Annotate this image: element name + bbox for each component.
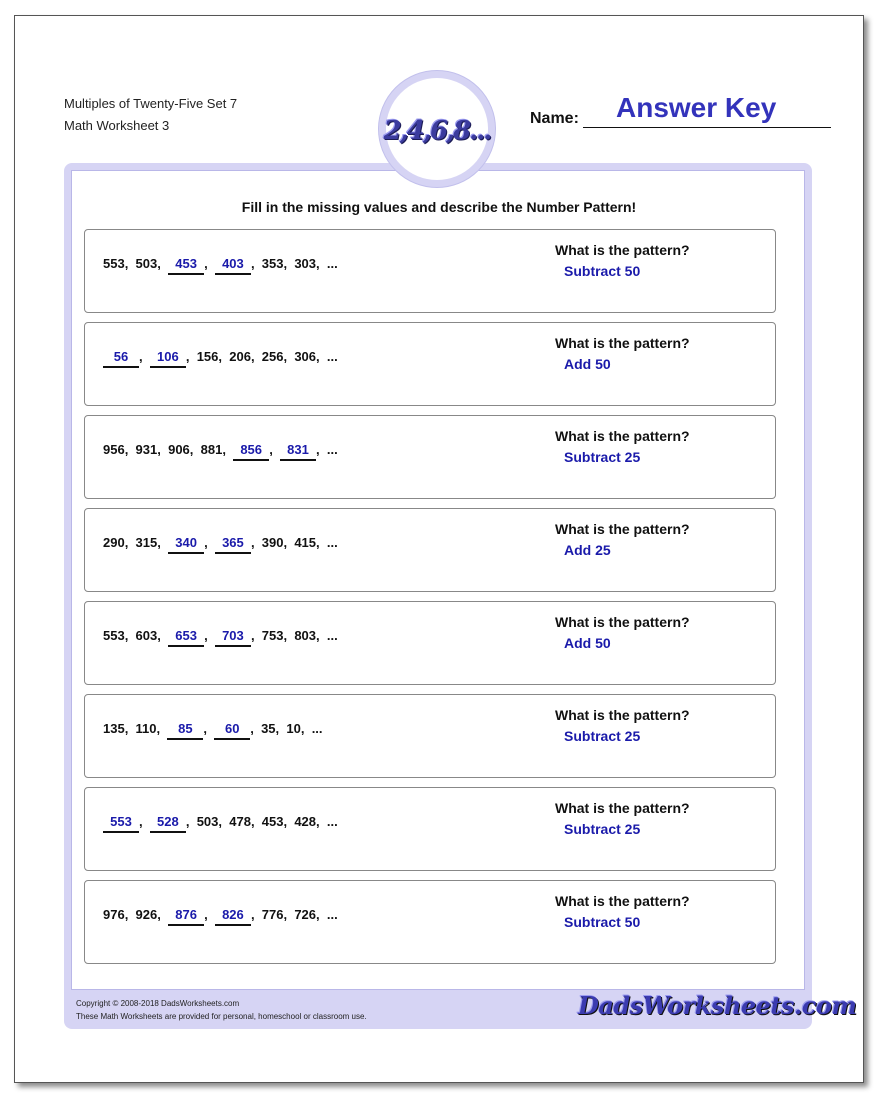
sequence-term: 315 [135,535,158,550]
sequence-term: 206 [229,349,251,364]
sequence-term: 906 [168,442,190,457]
answer-blank[interactable]: 60 [214,721,250,740]
pattern-answer: Add 50 [564,356,611,372]
sequence-ellipsis: ... [326,256,338,271]
worksheet-frame [64,163,857,1029]
sequence-term: 956 [103,442,125,457]
answer-key-title: Answer Key [616,92,777,123]
answer-blank[interactable]: 831 [280,442,316,461]
sequence-term: 303 [294,256,317,271]
number-sequence: 135, 110, 85 , 60 , 35, 10, ... [103,721,323,740]
answer-blank[interactable]: 653 [168,628,204,647]
sequence-term: 415 [294,535,317,550]
sequence-term: 453 [261,814,284,829]
pattern-answer: Subtract 50 [564,914,641,930]
answer-blank[interactable]: 553 [103,814,139,833]
pattern-question: What is the pattern? [555,428,690,444]
problem-card [84,694,776,778]
sequence-term: 156 [196,349,219,364]
answer-blank[interactable]: 856 [233,442,269,461]
sequence-ellipsis: ... [326,442,338,457]
answer-blank[interactable]: 56 [103,349,139,368]
logo-inner [383,78,491,180]
answer-blank[interactable]: 403 [215,256,251,275]
sequence-term: 603 [135,628,158,643]
instructions: Fill in the missing values and describe the Number Pattern! [241,199,637,215]
logo-text: 2,4,6,8... [383,116,491,146]
sequence-term: 256 [261,349,284,364]
worksheet-content [71,170,805,990]
number-sequence: 553 , 528 , 503, 478, 453, 428, ... [103,814,338,833]
sequence-term: 553 [103,256,125,271]
number-sequence: 976, 926, 876 , 826 , 776, 726, ... [103,907,338,926]
worksheet-title: Multiples of Twenty-Five Set 7 [64,96,238,111]
sequence-term: 306 [294,349,317,364]
pattern-question: What is the pattern? [555,521,690,537]
sequence-term: 503 [196,814,219,829]
sequence-term: 931 [135,442,158,457]
name-line [583,127,831,128]
pattern-answer: Subtract 25 [564,728,641,744]
sequence-term: 35 [261,721,276,736]
sequence-term: 803 [294,628,317,643]
problem-card [84,229,776,313]
name-label: Name: [530,110,579,127]
number-sequence: 553, 503, 453 , 403 , 353, 303, ... [103,256,338,275]
worksheet-subtitle: Math Worksheet 3 [64,118,170,133]
pattern-question: What is the pattern? [555,893,690,909]
answer-blank[interactable]: 876 [168,907,204,926]
sequence-ellipsis: ... [326,628,338,643]
logo-badge [378,70,496,188]
problem-card [84,601,776,685]
sequence-term: 353 [261,256,284,271]
sequence-ellipsis: ... [326,535,338,550]
sequence-term: 390 [261,535,284,550]
sequence-term: 135 [103,721,125,736]
sequence-term: 110 [135,721,157,736]
sequence-ellipsis: ... [311,721,323,736]
problem-card [84,322,776,406]
pattern-answer: Subtract 25 [564,821,641,837]
sequence-term: 976 [103,907,125,922]
sequence-term: 553 [103,628,125,643]
pattern-answer: Add 25 [564,542,611,558]
answer-blank[interactable]: 85 [167,721,203,740]
answer-blank[interactable]: 528 [150,814,186,833]
answer-blank[interactable]: 453 [168,256,204,275]
number-sequence: 956, 931, 906, 881, 856 , 831 , ... [103,442,338,461]
brand-logo: DadsWorksheets.com [578,991,857,1020]
footer-text [76,997,367,1023]
problem-card [84,508,776,592]
sequence-term: 428 [294,814,317,829]
pattern-answer: Subtract 50 [564,263,641,279]
answer-blank[interactable]: 106 [150,349,186,368]
sequence-term: 478 [229,814,251,829]
sequence-term: 503 [135,256,158,271]
sequence-ellipsis: ... [326,907,338,922]
pattern-question: What is the pattern? [555,800,690,816]
pattern-question: What is the pattern? [555,335,690,351]
answer-blank[interactable]: 365 [215,535,251,554]
sequence-term: 753 [261,628,284,643]
sequence-term: 290 [103,535,125,550]
pattern-answer: Add 50 [564,635,611,651]
usage-note: These Math Worksheets are provided for personal, homeschool or classroom use. [76,1012,367,1021]
pattern-question: What is the pattern? [555,242,690,258]
sequence-term: 726 [294,907,317,922]
sequence-term: 776 [261,907,284,922]
answer-blank[interactable]: 826 [215,907,251,926]
sequence-term: 926 [135,907,158,922]
problem-card [84,880,776,964]
sequence-term: 10 [286,721,301,736]
answer-blank[interactable]: 703 [215,628,251,647]
pattern-answer: Subtract 25 [564,449,641,465]
sequence-ellipsis: ... [326,349,338,364]
sequence-term: 881 [200,442,223,457]
pattern-question: What is the pattern? [555,707,690,723]
number-sequence: 290, 315, 340 , 365 , 390, 415, ... [103,535,338,554]
sequence-ellipsis: ... [326,814,338,829]
problem-card [84,787,776,871]
pattern-question: What is the pattern? [555,614,690,630]
number-sequence: 56 , 106 , 156, 206, 256, 306, ... [103,349,338,368]
answer-blank[interactable]: 340 [168,535,204,554]
problem-card [84,415,776,499]
number-sequence: 553, 603, 653 , 703 , 753, 803, ... [103,628,338,647]
copyright-text: Copyright © 2008-2018 DadsWorksheets.com [76,999,240,1008]
